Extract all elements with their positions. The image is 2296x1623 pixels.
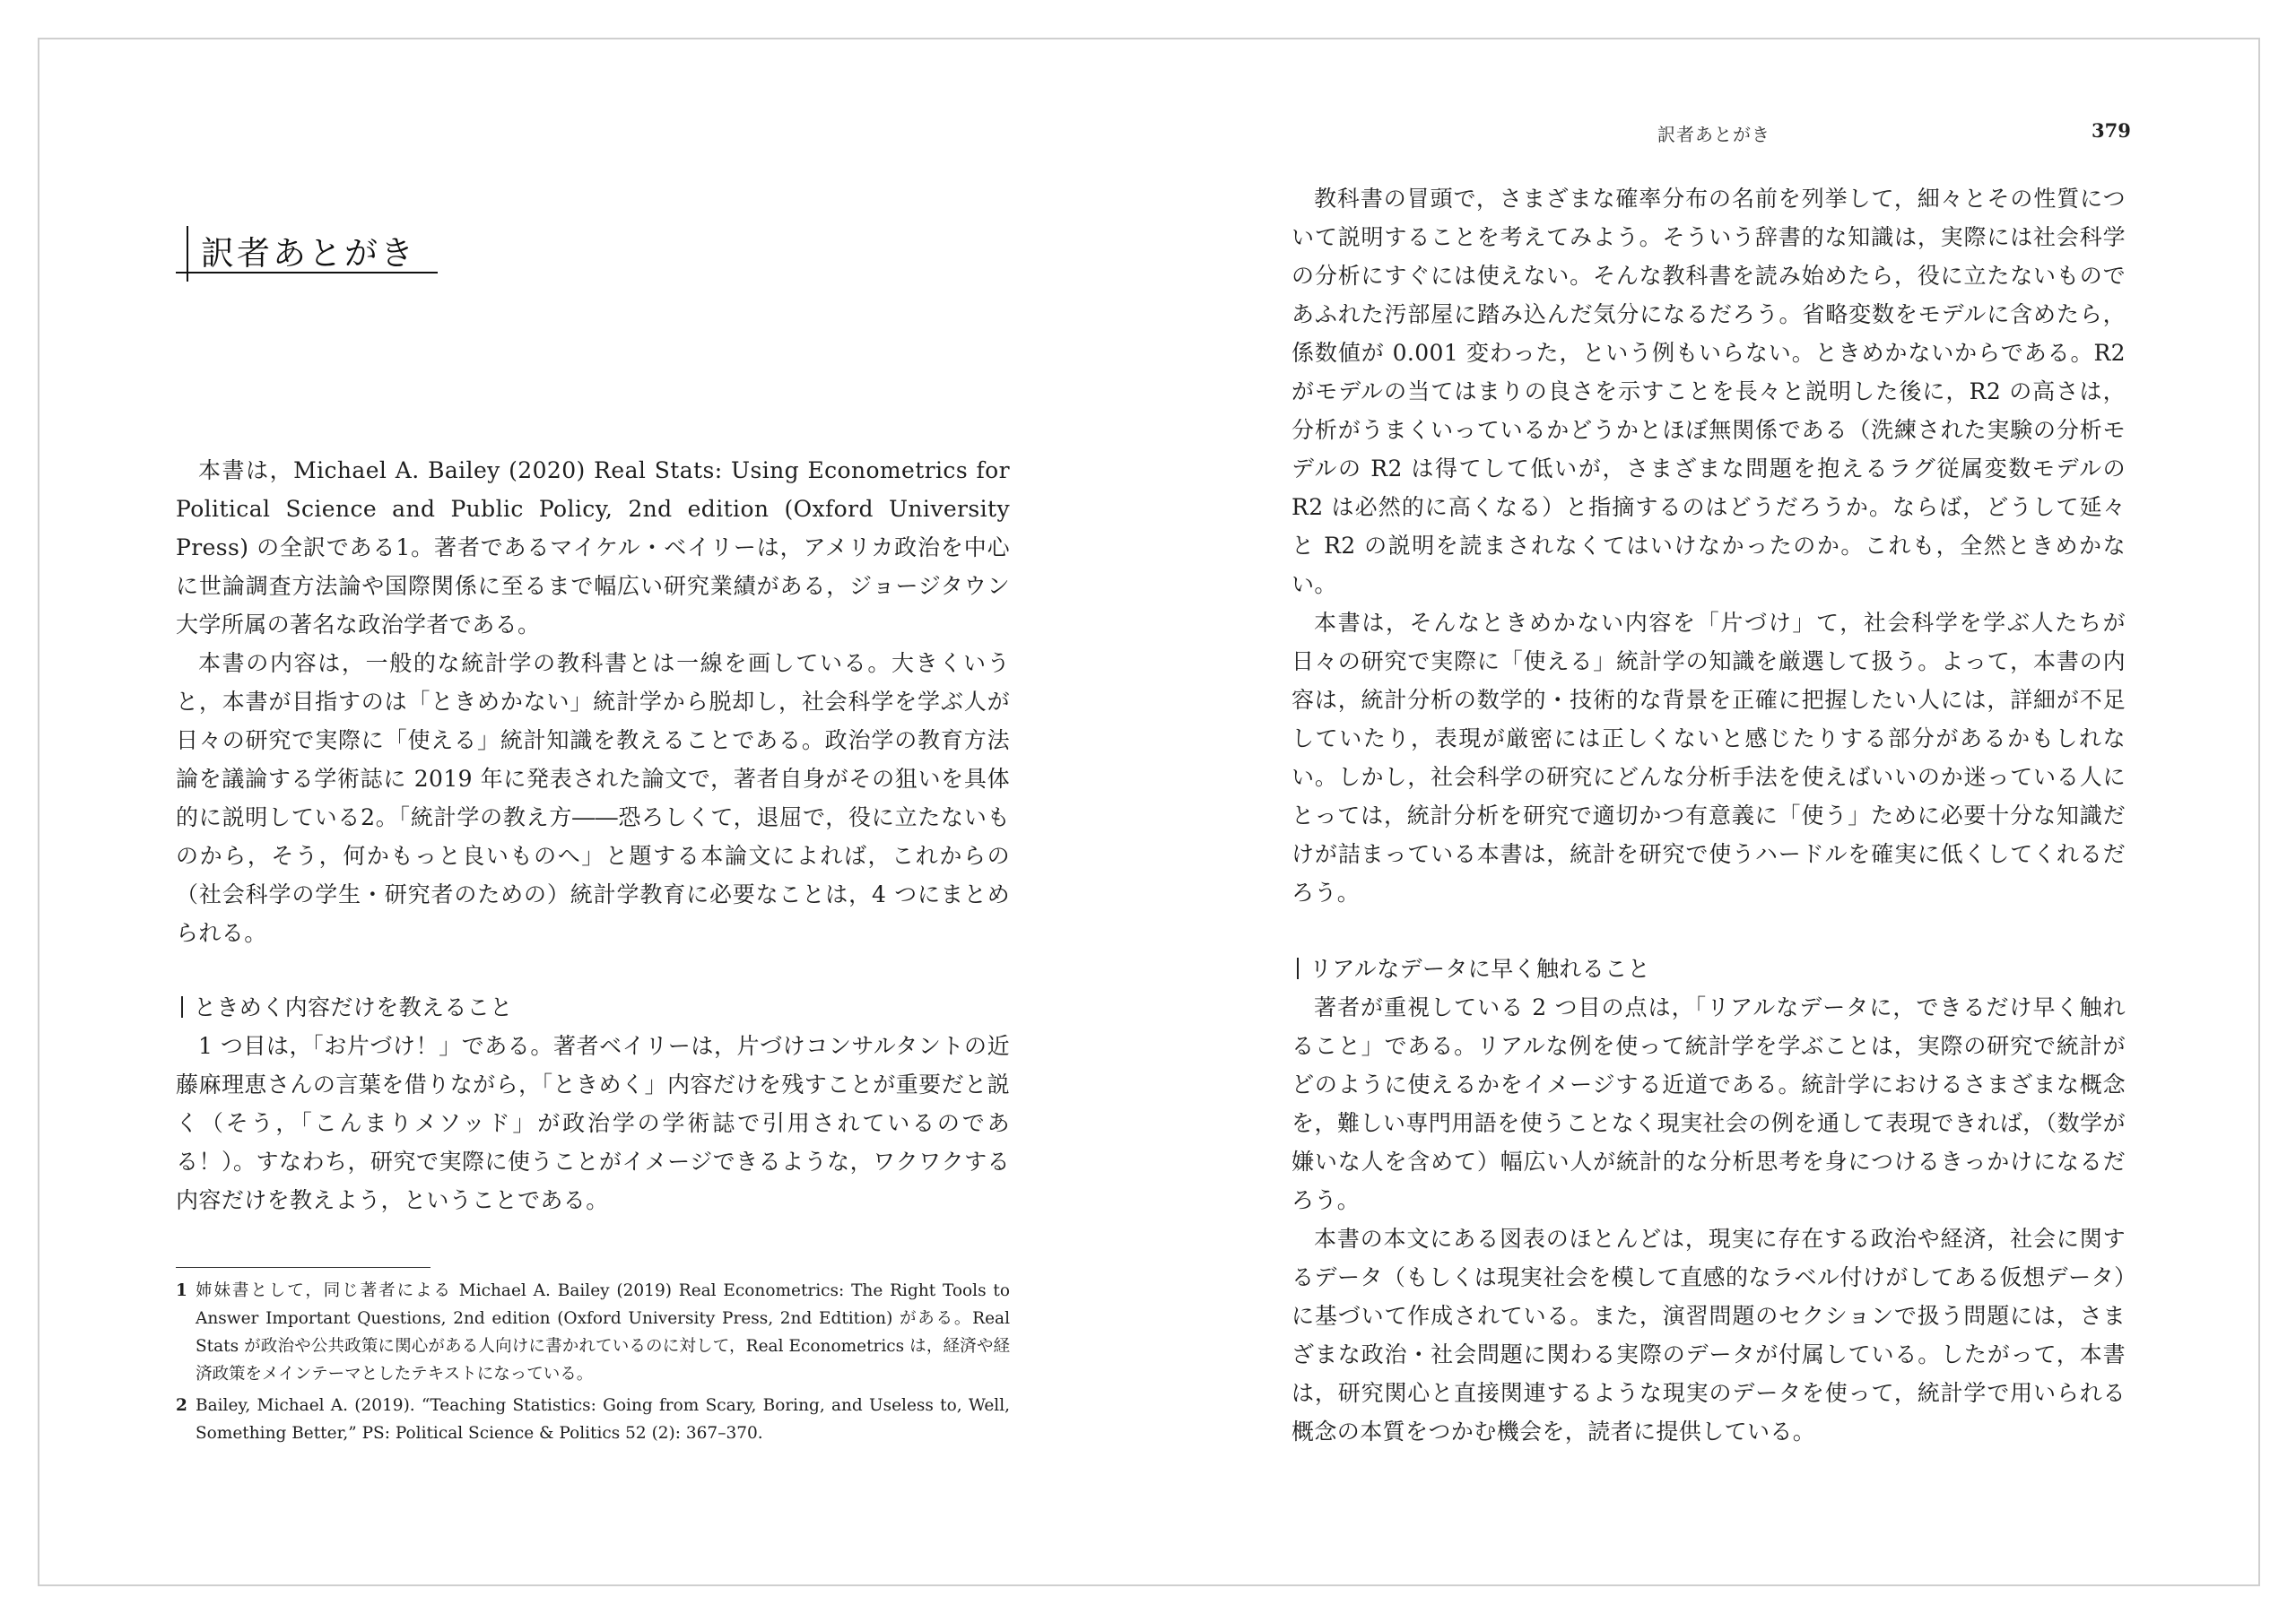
footnote-2: [176, 1392, 1010, 1447]
right-section-heading: [1292, 950, 2126, 988]
right-paragraph-1: 教科書の冒頭で，さまざまな確率分布の名前を列挙して，細々とその性質について説明することを考えてみよう。そういう辞書的な知識は，実際には社会科学の分析にすぐには使えない。そんな教科書を読み始めたら，役に立たないものであふれた汚部屋に踏み込んだ気分になるだろう。省略変数をモデルに含めたら，係数値が 0.001 変わった，という例もいらない。ときめかないからである。R2 がモデルの当てはまりの良さを示すことを長々と説明した後に，R2 の高さは，分析がうまくいっているかどうかとほぼ無関係である（洗練された実験の分析モデルの R2 は得てして低いが，さまざまな問題を抱えるラグ従属変数モデルの R2 は必然的に高くなる）と指摘するのはどうだろうか。ならば，どうして延々と R2 の説明を読まされなくてはいけなかったのか。これも，全然ときめかない。: [1292, 186, 2126, 597]
right-section-heading-text: リアルなデータに早く触れること: [1309, 956, 1651, 982]
chapter-title: 訳者あとがき: [201, 234, 416, 273]
left-paragraph-2: 本書の内容は，一般的な統計学の教科書とは一線を画している。大きくいうと，本書が目指すのは「ときめかない」統計学から脱却し，社会科学を学ぶ人が日々の研究で実際に「使える」統計知識を教えることである。政治学の教育方法論を議論する学術誌に 2019 年に発表された論文で，著者自身がその狙いを具体的に説明している2。「統計学の教え方――恐ろしくて，退屈で，役に立たないものから，そう，何かもっと良いものへ」と題する本論文によれば，これからの（社会科学の学生・研究者のための）統計学教育に必要なことは，4 つにまとめられる。: [176, 650, 1010, 946]
footnote-text: Bailey, Michael A. (2019). “Teaching Statistics: Going from Scary, Boring, and Useless to, Well, Something Better,” PS: Political Science & Politics 52 (2): 367–370.: [196, 1396, 1010, 1443]
section-marker: [1297, 958, 1299, 979]
left-section-heading: [176, 988, 1010, 1027]
running-header-title: 訳者あとがき: [1657, 124, 1770, 145]
right-column-section: [1292, 950, 2126, 1451]
footnote-rule: [176, 1267, 430, 1268]
footnote-1: [176, 1277, 1010, 1388]
footnote-text: 姉妹書として，同じ著者による Michael A. Bailey (2019) Real Econometrics: The Right Tools to Answer Important Questions, 2nd edition (Oxford University Press, 2nd Edtition) がある。Real Stats が政治や公共政策に関心がある人向けに書かれているのに対して，Real Econometrics は，経済や経済政策をメインテーマとしたテキストになっている。: [196, 1281, 1010, 1384]
left-section-paragraph-1: 1 つ目は，「お片づけ！」である。著者ベイリーは，片づけコンサルタントの近藤麻理恵さんの言葉を借りながら，「ときめく」内容だけを残すことが重要だと説く（そう，「こんまりメソッド」が政治学の学術誌で引用されているのである！）。すなわち，研究で実際に使うことがイメージできるような，ワクワクする内容だけを教えよう，ということである。: [176, 1033, 1010, 1213]
footnote-number: 2: [176, 1396, 187, 1415]
left-column-section: [176, 988, 1010, 1219]
chapter-heading: [176, 219, 438, 287]
right-paragraph-2: 本書は，そんなときめかない内容を「片づけ」て，社会科学を学ぶ人たちが日々の研究で実際に「使える」統計学の知識を厳選して扱う。よって，本書の内容は，統計分析の数学的・技術的な背景を正確に把握したい人には，詳細が不足していたり，表現が厳密には正しくないと感じたりする部分があるかもしれない。しかし，社会科学の研究にどんな分析手法を使えばいいのか迷っている人にとっては，統計分析を研究で適切かつ有意義に「使う」ために必要十分な知識だけが詰まっている本書は，統計を研究で使うハードルを確実に低くしてくれるだろう。: [1292, 610, 2126, 906]
right-column-intro: [1292, 179, 2126, 912]
footnote-number: 1: [176, 1281, 187, 1300]
left-section-heading-text: ときめく内容だけを教えること: [194, 994, 513, 1020]
footnotes: [176, 1277, 1010, 1451]
left-paragraph-1: 本書は，Michael A. Bailey (2020) Real Stats: Using Econometrics for Political Science and Public Policy, 2nd edition (Oxford University Press) の全訳である1。著者であるマイケル・ベイリーは，アメリカ政治を中心に世論調査方法論や国際関係に至るまで幅広い研究業績がある，ジョージタウン大学所属の著名な政治学者である。: [176, 457, 1010, 638]
right-section-paragraph-2: 本書の本文にある図表のほとんどは，現実に存在する政治や経済，社会に関するデータ（もしくは現実社会を模して直感的なラベル付けがしてある仮想データ）に基づいて作成されている。また，演習問題のセクションで扱う問題には，さまざまな政治・社会問題に関わる実際のデータが付属している。したがって，本書は，研究関心と直接関連するような現実のデータを使って，統計学で用いられる概念の本質をつかむ機会を，読者に提供している。: [1292, 1226, 2126, 1445]
section-marker: [181, 996, 183, 1018]
page-number: 379: [2092, 119, 2131, 142]
right-section-paragraph-1: 著者が重視している 2 つ目の点は，「リアルなデータに，できるだけ早く触れること」である。リアルな例を使って統計学を学ぶことは，実際の研究で統計がどのように使えるかをイメージする近道である。統計学におけるさまざまな概念を，難しい専門用語を使うことなく現実社会の例を通して表現できれば，（数学が嫌いな人を含めて）幅広い人が統計的な分析思考を身につけるきっかけになるだろう。: [1292, 994, 2126, 1213]
left-column-intro: [176, 451, 1010, 952]
